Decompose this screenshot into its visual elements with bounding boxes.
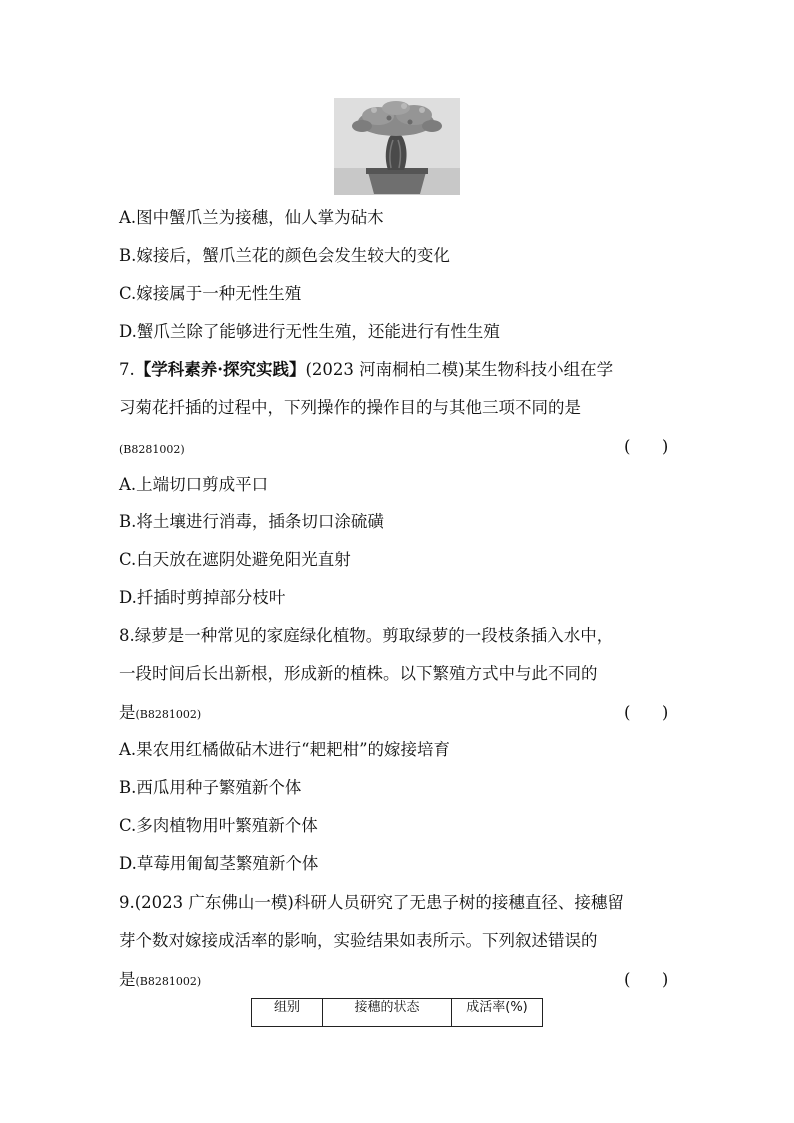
cactus-graft-illustration bbox=[334, 98, 460, 195]
q7-option-d: D.扦插时剪掉部分枝叶 bbox=[119, 588, 286, 607]
q7-option-c: C.白天放在遮阴处避免阳光直射 bbox=[119, 550, 351, 569]
q8-option-a: A.果农用红橘做砧木进行“耙耙柑”的嫁接培育 bbox=[119, 740, 451, 759]
q9-stem-line1: 9.(2023 广东佛山一模)科研人员研究了无患子树的接穗直径、接穗留 bbox=[119, 893, 624, 912]
q7-option-b: B.将土壤进行消毒，插条切口涂硫磺 bbox=[119, 512, 384, 531]
q8-code: (B8281002) bbox=[135, 708, 202, 721]
table-header-group: 组别 bbox=[252, 999, 323, 1027]
q8-answer-paren: ( ) bbox=[624, 703, 669, 722]
q7-option-a: A.上端切口剪成平口 bbox=[119, 475, 269, 494]
table-header-survival-rate: 成活率(%) bbox=[452, 999, 543, 1027]
q7-number: 7. bbox=[119, 360, 135, 379]
q8-option-c: C.多肉植物用叶繁殖新个体 bbox=[119, 816, 318, 835]
q6-option-c: C.嫁接属于一种无性生殖 bbox=[119, 284, 302, 303]
table-header-row bbox=[252, 999, 543, 1027]
q8-stem-line2: 一段时间后长出新根，形成新的植株。以下繁殖方式中与此不同的 bbox=[119, 664, 598, 683]
q7-stem-rest: (2023 河南桐柏二模)某生物科技小组在学 bbox=[305, 360, 614, 379]
q8-stem-line3 bbox=[119, 702, 201, 726]
q7-answer-paren: ( ) bbox=[624, 437, 669, 456]
table-header-scion-state: 接穗的状态 bbox=[323, 999, 452, 1027]
q9-stem-end: 是 bbox=[119, 970, 136, 989]
cactus-graft-photo bbox=[334, 98, 460, 195]
q7-stem-line2: 习菊花扦插的过程中，下列操作的操作目的与其他三项不同的是 bbox=[119, 398, 581, 417]
q6-option-d: D.蟹爪兰除了能够进行无性生殖，还能进行有性生殖 bbox=[119, 322, 500, 341]
q8-option-d: D.草莓用匍匐茎繁殖新个体 bbox=[119, 854, 319, 873]
q9-stem-line3 bbox=[119, 969, 201, 993]
q6-option-b: B.嫁接后，蟹爪兰花的颜色会发生较大的变化 bbox=[119, 246, 450, 265]
q6-option-a: A.图中蟹爪兰为接穗，仙人掌为砧木 bbox=[119, 208, 384, 227]
q8-stem-end: 是 bbox=[119, 703, 136, 722]
q9-answer-paren: ( ) bbox=[624, 970, 669, 989]
q8-stem-line1: 8.绿萝是一种常见的家庭绿化植物。剪取绿萝的一段枝条插入水中， bbox=[119, 626, 614, 645]
q8-option-b: B.西瓜用种子繁殖新个体 bbox=[119, 778, 302, 797]
q7-tag: 【学科素养·探究实践】 bbox=[134, 360, 306, 379]
q9-stem-line2: 芽个数对嫁接成活率的影响，实验结果如表所示。下列叙述错误的 bbox=[119, 931, 598, 950]
q9-code: (B8281002) bbox=[135, 975, 202, 988]
q7-stem-line1 bbox=[119, 359, 613, 381]
q9-results-table bbox=[251, 998, 543, 1027]
q7-code: (B8281002) bbox=[119, 443, 185, 456]
